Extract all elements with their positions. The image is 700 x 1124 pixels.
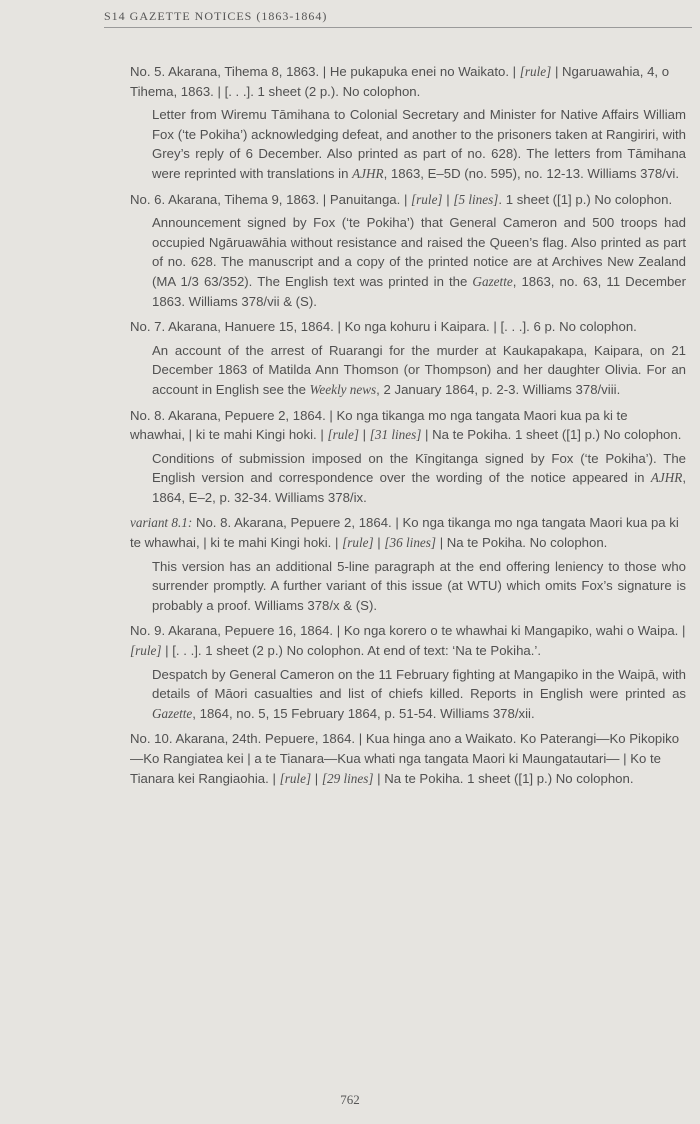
entry-heading: No. 7. Akarana, Hanuere 15, 1864. | Ko nga kohuru i Kaipara. | [. . .]. 6 p. No colophon.: [130, 319, 637, 335]
entry-description: Conditions of submission imposed on the Kīngitanga signed by Fox (‘te Pokiha’). The English version and correspondence over the wording of the notice appeared in AJHR, 1864, E–2, p. 32-34. Williams 378/ix.: [152, 450, 686, 505]
entry-description: Letter from Wiremu Tāmihana to Colonial Secretary and Minister for Native Affairs William Fox (‘te Pokiha’) acknowledging defeat, and another to the prisoners taken at Rangiriri, with Grey’s reply of 6 December. Also printed as part of no. 628). The letters from Tāmihana were reprinted with translations in AJHR, 1863, E–5D (no. 595), no. 12-13. Williams 378/vi.: [152, 107, 686, 181]
entry-description: Despatch by General Cameron on the 11 February fighting at Mangapiko in the Waipā, with details of Māori casualties and list of chiefs killed. Reports in English were printed as Gazette, 1864, no. 5, 15 February 1864, p. 51-54. Williams 378/xii.: [152, 666, 686, 721]
entry-heading: No. 9. Akarana, Pepuere 16, 1864. | Ko nga korero o te whawhai ki Mangapiko, wahi o Waipa. | [rule] | [. . .]. 1 sheet (2 p.) No colophon. At end of text: ‘Na te Pokiha.’.: [130, 623, 686, 659]
variant-label: variant 8.1:: [130, 515, 193, 531]
entry-heading: No. 8. Akarana, Pepuere 2, 1864. | Ko nga tikanga mo nga tangata Maori kua pa ki te whawhai, | ki te mahi Kingi hoki. | [rule] | [31 lines] | Na te Pokiha. 1 sheet ([1] p.) No colophon.: [130, 407, 682, 443]
entry-no-7: [130, 317, 686, 399]
entry-no-6: [130, 190, 686, 312]
entry-no-8: [130, 406, 686, 508]
running-head: [104, 9, 692, 28]
entry-no-5: [130, 62, 686, 184]
running-head-text: S14 GAZETTE NOTICES (1863-1864): [104, 9, 328, 23]
entries-list: [130, 62, 686, 794]
entry-description: This version has an additional 5-line paragraph at the end offering leniency to those who surrender promptly. A further variant of this issue (at WTU) which omits Fox’s signature is probably a proof. Williams 378/x & (S).: [152, 558, 686, 613]
entry-heading: variant 8.1: No. 8. Akarana, Pepuere 2, 1864. | Ko nga tikanga mo nga tangata Maori kua pa ki te whawhai, | ki te mahi Kingi hoki. | [rule] | [36 lines] | Na te Pokiha. No colophon.: [130, 515, 679, 551]
entry-no-10: [130, 729, 686, 788]
entry-description: An account of the arrest of Ruarangi for the murder at Kaukapakapa, Kaipara, on 21 December 1863 of Matilda Ann Thomson (or Thompson) and her daughter Olivia. For an account in English see the Weekly news, 2 January 1864, p. 2-3. Williams 378/viii.: [152, 342, 686, 397]
entry-variant-8-1: [130, 513, 686, 615]
entry-no-9: [130, 621, 686, 723]
page-number: 762: [340, 1092, 360, 1107]
entry-heading: No. 5. Akarana, Tihema 8, 1863. | He pukapuka enei no Waikato. | [rule] | Ngaruawahia, 4, o Tihema, 1863. | [. . .]. 1 sheet (2 p.). No colophon.: [130, 64, 670, 99]
entry-heading: No. 6. Akarana, Tihema 9, 1863. | Panuitanga. | [rule] | [5 lines]. 1 sheet ([1] p.) No colophon.: [130, 191, 673, 207]
entry-heading: No. 10. Akarana, 24th. Pepuere, 1864. | Kua hinga ano a Waikato. Ko Paterangi—Ko Pikopiko—Ko Rangiatea kei | a te Tianara—Kua whati nga tangata Maori ki Maungatautari— | Ko te Tianara kei Rangiaohia. | [rule] | [29 lines] | Na te Pokiha. 1 sheet ([1] p.) No colophon.: [130, 731, 680, 786]
entry-description: Announcement signed by Fox (‘te Pokiha’) that General Cameron and 500 troops had occupied Ngāruawāhia without resistance and raised the Queen’s flag. Also printed as part of no. 628. The manuscript and a copy of the printed notice are at Archives New Zealand (MA 1/3 63/352). The English text was printed in the Gazette, 1863, no. 63, 11 December 1863. Williams 378/vii & (S).: [152, 215, 687, 309]
